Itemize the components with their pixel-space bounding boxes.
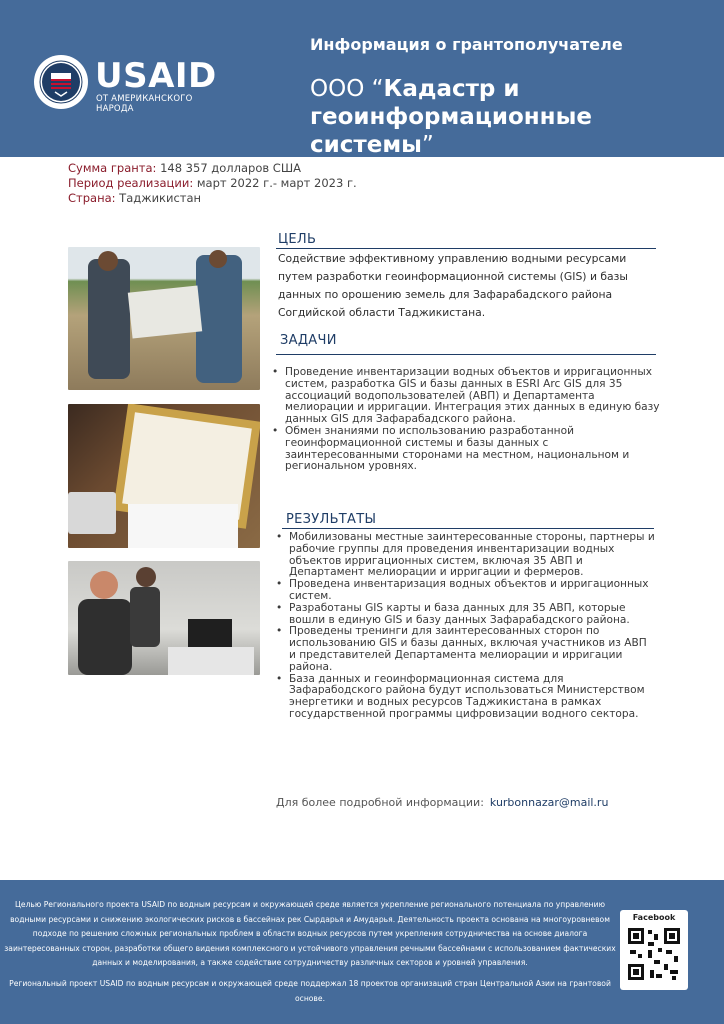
footer-description: Целью Регионального проекта USAID по водным ресурсам и окружающей среде является укрепление регионального потенциала по управлению водными ресурсами и снижению экологических рисков в бассейнах рек Сырдарья и Амударья. Деятельность проекта основана на многоуровневом подходе по решению сложных региональных проблем в области водных ресурсов путем укрепления сотрудничества на основе диалога заинтересованных сторон, разработки общего видения комплексного и устойчивого управления речными бассейнами с использованием фактических данных и моделирования, а также содействие сотрудничеству различных секторов и уровней управления. [4, 900, 616, 968]
header-banner [0, 0, 724, 157]
tasks-rule [276, 354, 656, 355]
contact-label: Для более подробной информации: [276, 796, 484, 809]
tasks-heading: ЗАДАЧИ [280, 333, 337, 348]
header-label: Информация о грантополучателе [310, 35, 623, 54]
field-meeting-illustration [68, 247, 260, 390]
task-item: • Проведение инвентаризации водных объектов и ирригационных систем, разработка GIS и базы данных в ESRI Arc GIS для 35 ассоциаций водопользователей (АВП) и Департамента мелиорации и ирригации. Интеграция этих данных в единую базу данных GIS для Зафарабадского района. [272, 367, 660, 426]
result-item: • Мобилизованы местные заинтересованные стороны, партнеры и рабочие группы для проведения инвентаризации водных объектов ирригационных систем, включая 35 АВП и Департамент мелиорации и ирригации и фермеров. [276, 532, 656, 579]
facebook-qr-card[interactable] [620, 910, 688, 990]
grant-country-key: Страна: [68, 191, 116, 205]
title-prefix: ООО “ [310, 76, 384, 102]
usaid-document-photo [68, 404, 260, 548]
title-name: Кадастр и геоинформационные системы [310, 76, 592, 158]
results-list [276, 532, 656, 721]
usaid-seal-icon [33, 54, 89, 110]
grant-meta [68, 161, 357, 206]
footer-grants-note: Региональный проект USAID по водным ресурсам и окружающей среде поддержал 18 проектов организаций стран Центральной Азии на грантовой основе. [9, 979, 611, 1003]
field-meeting-photo [68, 247, 260, 390]
goal-heading: ЦЕЛЬ [278, 232, 317, 247]
results-rule [282, 528, 654, 529]
contact-email-link[interactable]: kurbonnazar@mail.ru [489, 796, 609, 809]
grant-country [68, 191, 357, 206]
grant-amount-value: 148 357 долларов США [156, 161, 301, 175]
contact-line [276, 796, 608, 809]
tasks-list [272, 367, 660, 473]
goal-rule [276, 248, 656, 249]
usaid-tagline: ОТ АМЕРИКАНСКОГО НАРОДА [96, 94, 193, 114]
training-laptop-photo [68, 561, 260, 675]
training-illustration [68, 561, 260, 675]
document-illustration [68, 404, 260, 548]
page-title [310, 75, 720, 159]
grant-period [68, 176, 357, 191]
task-item: • Обмен знаниями по использованию разработанной геоинформационной системы и базы данных с заинтересованными сторонами на местном, национальном и региональном уровнях. [272, 426, 660, 473]
qr-code-icon [626, 926, 682, 982]
grant-period-key: Период реализации: [68, 176, 194, 190]
result-item: • База данных и геоинформационная система для Зафарабодского района будут использоваться Министерством энергетики и водных ресурсов Таджикистана в рамках государственной программы цифровизации водного сектора. [276, 674, 656, 721]
title-suffix: ” [421, 132, 434, 158]
footer-banner [0, 880, 724, 1024]
result-item: • Проведены тренинги для заинтересованных сторон по использованию GIS и базы данных, включая участников из АВП и представителей Департамента мелиорации и ирригации района. [276, 626, 656, 673]
grant-amount [68, 161, 357, 176]
grant-period-value: март 2022 г.- март 2023 г. [193, 176, 357, 190]
goal-text: Содействие эффективному управлению водными ресурсами путем разработки геоинформационной системы (GIS) и базы данных по орошению земель для Зафарабадского района Согдийской области Таджикистана. [278, 252, 628, 319]
results-heading: РЕЗУЛЬТАТЫ [286, 512, 377, 527]
result-item: • Проведена инвентаризация водных объектов и ирригационных систем. [276, 579, 656, 603]
grant-amount-key: Сумма гранта: [68, 161, 157, 175]
result-item: • Разработаны GIS карты и база данных для 35 АВП, которые вошли в единую GIS и базу данных Зафарабадского района. [276, 603, 656, 627]
usaid-logo [33, 54, 233, 114]
grant-country-value: Таджикистан [115, 191, 202, 205]
usaid-wordmark: USAID [95, 56, 217, 96]
qr-label: Facebook [632, 913, 676, 922]
